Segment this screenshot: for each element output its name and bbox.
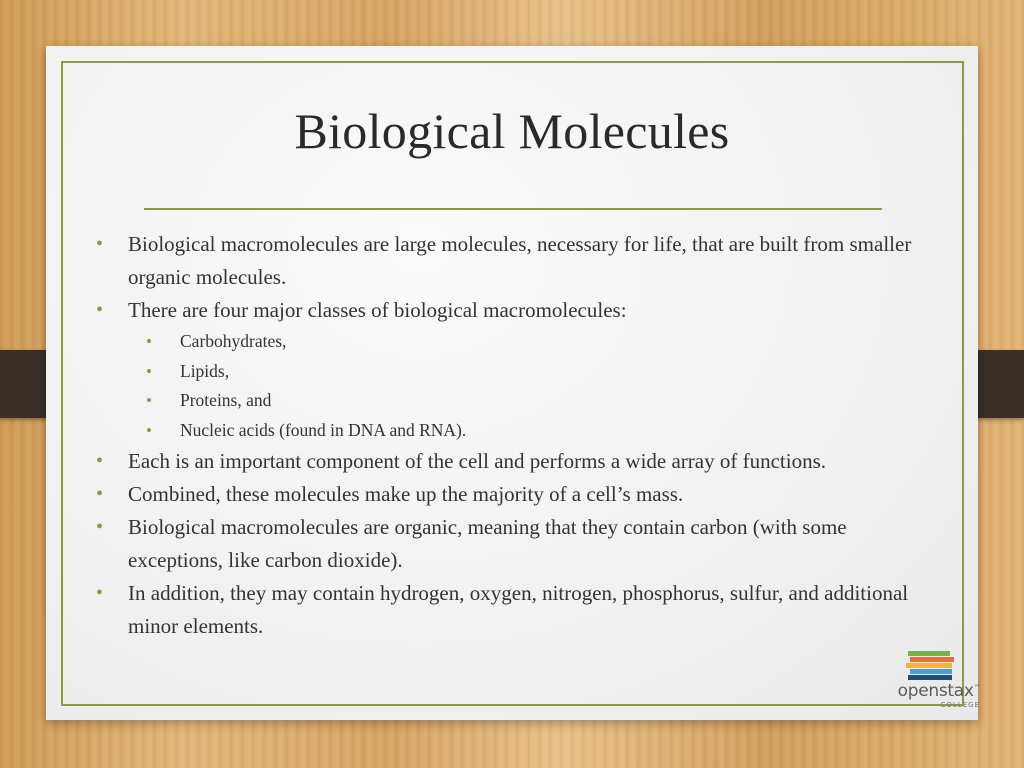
bullet-icon: • xyxy=(146,332,152,351)
bullet-item xyxy=(96,511,916,577)
bullet-text: There are four major classes of biological macromolecules: xyxy=(128,298,627,322)
bullet-text: Nucleic acids (found in DNA and RNA). xyxy=(180,419,467,440)
sub-bullet-item xyxy=(96,386,916,416)
bullet-item xyxy=(96,577,916,643)
bullet-item xyxy=(96,228,916,294)
bullet-text: Proteins, and xyxy=(180,390,272,410)
logo-wordmark: openstax™ xyxy=(897,681,981,701)
bullet-icon: • xyxy=(96,233,104,255)
bullet-icon: • xyxy=(96,299,104,321)
openstax-college-logo xyxy=(894,651,984,711)
bullet-text: Combined, these molecules make up the majority of a cell’s mass. xyxy=(128,482,684,506)
title-divider xyxy=(144,208,882,210)
sub-bullet-item xyxy=(96,357,916,387)
logo-stripe xyxy=(908,675,952,680)
bullet-icon: • xyxy=(146,361,152,381)
bullet-item xyxy=(96,445,916,478)
bullet-item xyxy=(96,478,916,511)
bullet-text: Lipids, xyxy=(180,360,230,381)
slide-title: Biological Molecules xyxy=(294,103,730,159)
bullet-icon: • xyxy=(96,582,104,604)
logo-stripe xyxy=(910,657,954,662)
bullet-icon: • xyxy=(146,420,152,440)
bullet-icon: • xyxy=(146,391,152,410)
slide xyxy=(46,46,981,720)
bullet-text: Biological macromolecules are large molecules, necessary for life, that are built from smaller organic molecules. xyxy=(128,232,912,289)
bullet-icon: • xyxy=(96,450,104,472)
bullet-item xyxy=(96,294,916,327)
bullet-text: Carbohydrates, xyxy=(180,331,287,351)
bullet-list xyxy=(96,228,916,643)
sub-bullet-item xyxy=(96,327,916,357)
logo-stripe xyxy=(906,663,952,668)
sub-bullet-item xyxy=(96,416,916,446)
bullet-text: Biological macromolecules are organic, meaning that they contain carbon (with some exceptions, like carbon dioxide). xyxy=(128,515,847,572)
bullet-text: Each is an important component of the cell and performs a wide array of functions. xyxy=(128,449,827,473)
bullet-icon: • xyxy=(96,483,104,505)
bullet-icon: • xyxy=(96,516,104,538)
logo-stripe xyxy=(910,669,952,674)
logo-subtitle: COLLEGE xyxy=(940,701,980,709)
logo-stripe xyxy=(908,651,950,656)
bullet-text: In addition, they may contain hydrogen, oxygen, nitrogen, phosphorus, sulfur, and additional minor elements. xyxy=(128,581,909,638)
